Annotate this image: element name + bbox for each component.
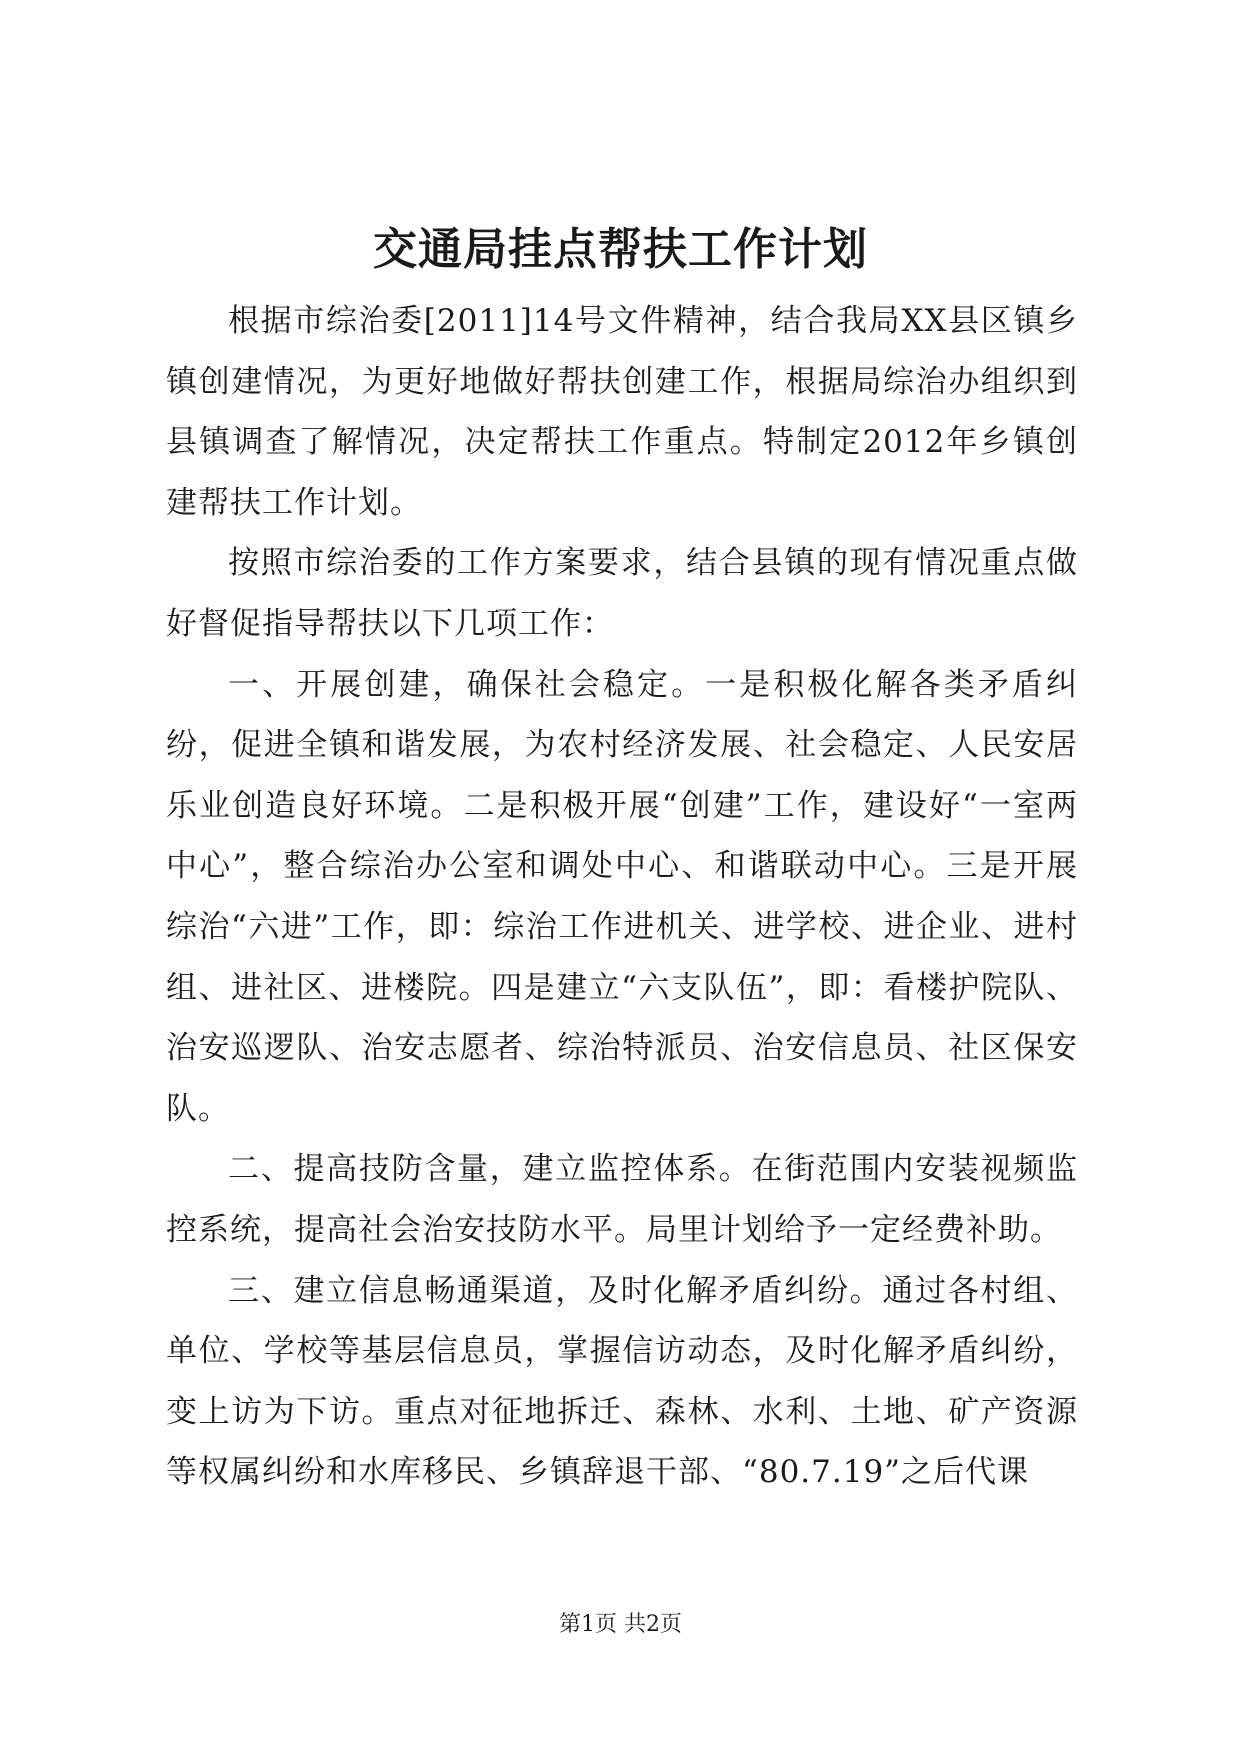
paragraph-item-2: 二、提高技防含量，建立监控体系。在街范围内安装视频监控系统，提高社会治安技防水平。局里计划给予一定经费补助。 [166,1151,1078,1248]
page-footer: 第1页 共2页 [559,1612,682,1637]
paragraph-item-3: 三、建立信息畅通渠道，及时化解矛盾纠纷。通过各村组、单位、学校等基层信息员，掌握信访动态，及时化解矛盾纠纷，变上访为下访。重点对征地拆迁、森林、水利、土地、矿产资源等权属纠纷和水库移民、乡镇辞退干部、“80.7.19”之后代课 [166,1272,1078,1491]
paragraph-intro: 根据市综治委[2011]14号文件精神，结合我局XX县区镇乡镇创建情况，为更好地做好帮扶创建工作，根据局综治办组织到县镇调查了解情况，决定帮扶工作重点。特制定2012年乡镇创建帮扶工作计划。 [166,303,1078,521]
document-body [166,291,1078,1503]
document-title: 交通局挂点帮扶工作计划 [373,224,868,275]
paragraph-requirements: 按照市综治委的工作方案要求，结合县镇的现有情况重点做好督促指导帮扶以下几项工作： [166,545,1078,642]
paragraph-item-1: 一、开展创建，确保社会稳定。一是积极化解各类矛盾纠纷，促进全镇和谐发展，为农村经济发展、社会稳定、人民安居乐业创造良好环境。二是积极开展“创建”工作，建设好“一室两中心”，整合综治办公室和调处中心、和谐联动中心。三是开展综治“六进”工作，即：综治工作进机关、进学校、进企业、进村组、进社区、进楼院。四是建立“六支队伍”，即：看楼护院队、治安巡逻队、治安志愿者、综治特派员、治安信息员、社区保安队。 [166,666,1078,1127]
